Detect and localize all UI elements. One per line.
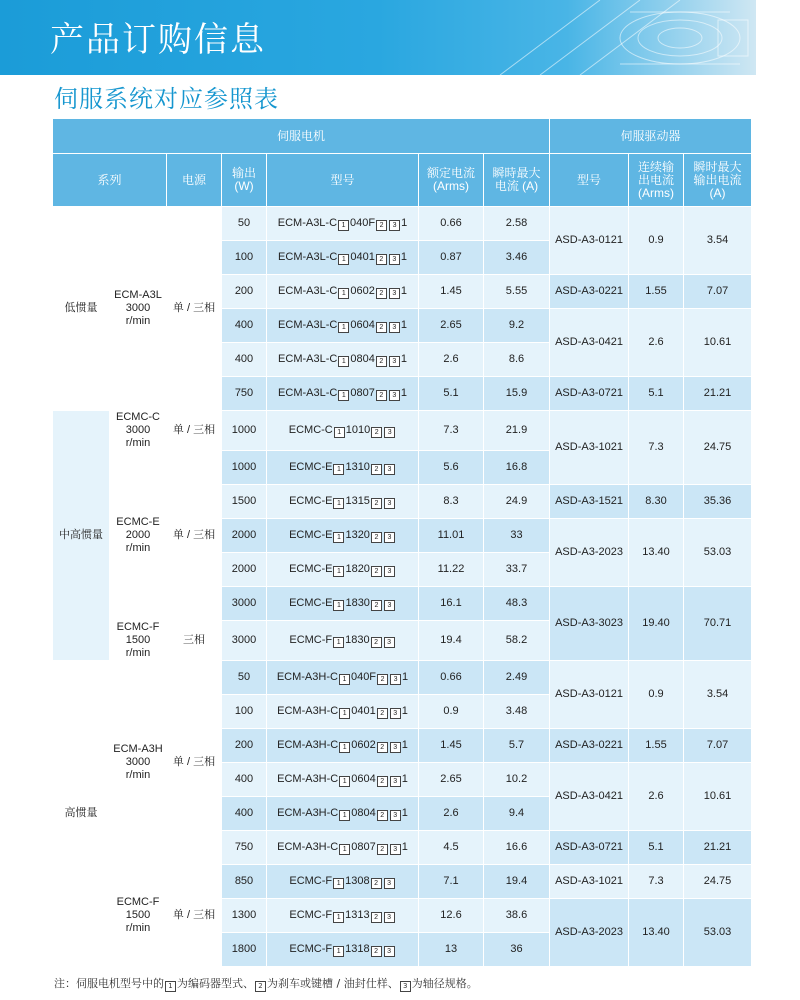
motor-model-cell <box>267 207 419 241</box>
motor-model-cell <box>267 309 419 343</box>
peak-current-cell: 9.2 <box>484 309 550 343</box>
motor-model-cell <box>267 933 419 967</box>
motor-model-prefix: ECMC-E <box>289 596 333 609</box>
motor-model-prefix: ECM-A3L-C <box>277 216 338 229</box>
box-marker-1: 1 <box>338 220 349 231</box>
motor-model-code: 0807 <box>350 386 375 399</box>
motor-model-code: 1315 <box>345 494 370 507</box>
box-marker-1: 1 <box>333 566 344 577</box>
drive-model-cell: ASD-A3-0421 <box>550 763 629 831</box>
output-cell: 3000 <box>222 587 267 621</box>
motor-model-cell <box>267 241 419 275</box>
rated-current-cell: 19.4 <box>419 621 484 661</box>
motor-model-prefix: ECMC-C <box>288 423 333 436</box>
drive-peak-output-cell: 21.21 <box>684 831 752 865</box>
drive-model-cell: ASD-A3-0221 <box>550 729 629 763</box>
drive-peak-output-cell: 24.75 <box>684 411 752 485</box>
rated-current-cell: 2.65 <box>419 763 484 797</box>
motor-model-code: 040F <box>350 216 376 229</box>
box-marker-3: 3 <box>389 390 400 401</box>
motor-model-code: 0604 <box>351 772 376 785</box>
motor-model-cell <box>267 587 419 621</box>
motor-model-code: 0807 <box>351 840 376 853</box>
output-cell: 100 <box>222 241 267 275</box>
peak-current-cell: 2.49 <box>484 661 550 695</box>
box-marker-2: 2 <box>371 878 382 889</box>
peak-current-cell: 9.4 <box>484 797 550 831</box>
drive-model-cell: ASD-A3-0221 <box>550 275 629 309</box>
series-cell: ECMC-F 1500 r/min <box>110 621 167 661</box>
peak-current-cell: 16.8 <box>484 451 550 485</box>
motor-model-prefix: ECM-A3H-C <box>277 772 339 785</box>
peak-current-cell: 48.3 <box>484 587 550 621</box>
box-marker-1: 1 <box>339 674 350 685</box>
box-marker-2: 2 <box>371 637 382 648</box>
motor-model-code: 1313 <box>345 908 370 921</box>
col-drive-model-header: 型号 <box>550 154 629 207</box>
motor-model-prefix: ECM-A3L-C <box>278 250 338 263</box>
motor-model-code: 1820 <box>345 562 370 575</box>
box-marker-2: 2 <box>376 322 387 333</box>
box-marker-3: 3 <box>389 220 400 231</box>
power-cell: 单 / 三相 <box>167 411 222 451</box>
drive-cont-current-cell: 8.30 <box>629 485 684 519</box>
box-marker-3: 3 <box>389 356 400 367</box>
drive-model-cell: ASD-A3-2023 <box>550 899 629 967</box>
peak-current-cell: 3.46 <box>484 241 550 275</box>
motor-model-code: 1320 <box>345 528 370 541</box>
output-cell: 400 <box>222 763 267 797</box>
motor-model-cell <box>267 275 419 309</box>
motor-model-prefix: ECM-A3L-C <box>278 386 338 399</box>
box-marker-1: 1 <box>165 981 176 992</box>
box-marker-2: 2 <box>255 981 266 992</box>
motor-model-cell <box>267 899 419 933</box>
box-marker-1: 1 <box>338 254 349 265</box>
motor-model-cell <box>267 553 419 587</box>
drive-model-cell: ASD-A3-0721 <box>550 377 629 411</box>
motor-model-prefix: ECMC-F <box>289 874 333 887</box>
box-marker-3: 3 <box>400 981 411 992</box>
motor-model-suffix: 1 <box>400 352 407 365</box>
col-motor-model-header: 型号 <box>267 154 419 207</box>
rated-current-cell: 0.9 <box>419 695 484 729</box>
motor-model-code: 0804 <box>350 352 375 365</box>
power-cell: 单 / 三相 <box>167 207 222 411</box>
motor-model-cell <box>267 621 419 661</box>
col-peak-current-header: 瞬時最大 电流 (A) <box>484 154 550 207</box>
motor-model-cell <box>267 451 419 485</box>
motor-model-suffix: 1 <box>402 670 409 683</box>
output-cell: 850 <box>222 865 267 899</box>
box-marker-3: 3 <box>389 254 400 265</box>
motor-model-cell <box>267 831 419 865</box>
output-cell: 200 <box>222 729 267 763</box>
box-marker-1: 1 <box>333 464 344 475</box>
box-marker-1: 1 <box>333 498 344 509</box>
motor-model-prefix: ECMC-F <box>289 942 333 955</box>
drive-peak-output-cell: 70.71 <box>684 587 752 661</box>
drive-cont-current-cell: 0.9 <box>629 661 684 729</box>
motor-model-suffix: 1 <box>401 840 408 853</box>
box-marker-1: 1 <box>339 708 350 719</box>
rated-current-cell: 11.01 <box>419 519 484 553</box>
box-marker-2: 2 <box>371 600 382 611</box>
box-marker-3: 3 <box>390 708 401 719</box>
output-cell: 200 <box>222 275 267 309</box>
box-marker-1: 1 <box>338 288 349 299</box>
motor-model-cell <box>267 865 419 899</box>
series-cell: ECM-A3L 3000 r/min <box>110 207 167 411</box>
footnote: 注：伺服电机型号中的 1 为编码器型式、 2 为刹车或键槽 / 油封仕样、 3 为轴径规格。 <box>54 977 478 990</box>
drive-peak-output-cell: 35.36 <box>684 485 752 519</box>
box-marker-1: 1 <box>339 810 350 821</box>
box-marker-3: 3 <box>384 912 395 923</box>
box-marker-1: 1 <box>333 912 344 923</box>
machine-illustration <box>480 0 756 75</box>
box-marker-2: 2 <box>377 844 388 855</box>
output-cell: 50 <box>222 661 267 695</box>
motor-model-prefix: ECM-A3H-C <box>277 806 339 819</box>
rated-current-cell: 0.66 <box>419 207 484 241</box>
col-series-header: 系列 <box>53 154 167 207</box>
rated-current-cell: 5.6 <box>419 451 484 485</box>
box-marker-2: 2 <box>377 776 388 787</box>
inertia-class-cell: 高惯量 <box>53 661 110 967</box>
rated-current-cell: 7.1 <box>419 865 484 899</box>
box-marker-1: 1 <box>333 637 344 648</box>
rated-current-cell: 16.1 <box>419 587 484 621</box>
peak-current-cell: 2.58 <box>484 207 550 241</box>
box-marker-2: 2 <box>377 708 388 719</box>
peak-current-cell: 58.2 <box>484 621 550 661</box>
box-marker-1: 1 <box>339 844 350 855</box>
output-cell: 2000 <box>222 519 267 553</box>
rated-current-cell: 2.6 <box>419 343 484 377</box>
peak-current-cell: 15.9 <box>484 377 550 411</box>
power-cell: 单 / 三相 <box>167 661 222 865</box>
box-marker-2: 2 <box>377 810 388 821</box>
motor-model-suffix: 1 <box>400 284 407 297</box>
output-cell: 400 <box>222 309 267 343</box>
drive-cont-current-cell: 1.55 <box>629 729 684 763</box>
output-cell: 400 <box>222 343 267 377</box>
motor-model-suffix: 1 <box>400 386 407 399</box>
motor-model-prefix: ECMC-E <box>289 528 333 541</box>
table-row <box>53 865 752 899</box>
rated-current-cell: 0.87 <box>419 241 484 275</box>
series-cell: ECM-A3H 3000 r/min <box>110 661 167 865</box>
box-marker-2: 2 <box>377 742 388 753</box>
box-marker-2: 2 <box>377 674 388 685</box>
motor-model-prefix: ECM-A3H-C <box>276 670 338 683</box>
peak-current-cell: 10.2 <box>484 763 550 797</box>
box-marker-2: 2 <box>371 532 382 543</box>
box-marker-3: 3 <box>384 427 395 438</box>
peak-current-cell: 5.55 <box>484 275 550 309</box>
motor-model-suffix: 1 <box>401 772 408 785</box>
motor-model-cell <box>267 377 419 411</box>
box-marker-3: 3 <box>390 674 401 685</box>
motor-model-code: 0401 <box>350 250 375 263</box>
output-cell: 1500 <box>222 485 267 519</box>
inertia-class-cell: 低惯量 <box>53 207 110 411</box>
box-marker-2: 2 <box>371 427 382 438</box>
motor-model-code: 0804 <box>351 806 376 819</box>
motor-model-cell <box>267 661 419 695</box>
drive-model-cell: ASD-A3-3023 <box>550 587 629 661</box>
output-cell: 50 <box>222 207 267 241</box>
box-marker-2: 2 <box>376 288 387 299</box>
motor-model-suffix: 1 <box>400 250 407 263</box>
output-cell: 2000 <box>222 553 267 587</box>
motor-model-prefix: ECM-A3H-C <box>277 840 339 853</box>
rated-current-cell: 0.66 <box>419 661 484 695</box>
series-cell: ECMC-C 3000 r/min <box>110 411 167 451</box>
drive-peak-output-cell: 3.54 <box>684 661 752 729</box>
motor-model-prefix: ECM-A3L-C <box>278 284 338 297</box>
motor-model-suffix: 1 <box>401 704 408 717</box>
page-title: 产品订购信息 <box>50 20 266 60</box>
box-marker-3: 3 <box>384 498 395 509</box>
motor-model-code: 1010 <box>345 423 371 436</box>
drive-cont-current-cell: 13.40 <box>629 899 684 967</box>
drive-model-cell: ASD-A3-0721 <box>550 831 629 865</box>
output-cell: 1000 <box>222 451 267 485</box>
drive-peak-output-cell: 53.03 <box>684 519 752 587</box>
drive-cont-current-cell: 0.9 <box>629 207 684 275</box>
box-marker-3: 3 <box>384 566 395 577</box>
section-subtitle: 伺服系统对应参照表 <box>54 85 279 113</box>
drive-cont-current-cell: 2.6 <box>629 309 684 377</box>
peak-current-cell: 3.48 <box>484 695 550 729</box>
drive-cont-current-cell: 5.1 <box>629 377 684 411</box>
motor-model-code: 0602 <box>350 284 375 297</box>
motor-model-cell <box>267 729 419 763</box>
motor-model-code: 0401 <box>351 704 376 717</box>
box-marker-3: 3 <box>389 322 400 333</box>
box-marker-3: 3 <box>390 810 401 821</box>
motor-model-code: 1318 <box>345 942 370 955</box>
rated-current-cell: 1.45 <box>419 729 484 763</box>
motor-model-prefix: ECMC-E <box>289 460 333 473</box>
header-banner <box>0 0 756 75</box>
motor-model-suffix: 1 <box>401 806 408 819</box>
output-cell: 400 <box>222 797 267 831</box>
output-cell: 1300 <box>222 899 267 933</box>
drive-cont-current-cell: 7.3 <box>629 865 684 899</box>
peak-current-cell: 33 <box>484 519 550 553</box>
motor-model-cell <box>267 343 419 377</box>
drive-cont-current-cell: 13.40 <box>629 519 684 587</box>
motor-model-cell <box>267 411 419 451</box>
box-marker-1: 1 <box>333 878 344 889</box>
servo-reference-table <box>53 119 752 967</box>
box-marker-2: 2 <box>371 464 382 475</box>
box-marker-2: 2 <box>371 566 382 577</box>
output-cell: 3000 <box>222 621 267 661</box>
rated-current-cell: 2.6 <box>419 797 484 831</box>
motor-model-prefix: ECMC-E <box>289 562 333 575</box>
rated-current-cell: 11.22 <box>419 553 484 587</box>
drive-peak-output-cell: 53.03 <box>684 899 752 967</box>
box-marker-2: 2 <box>371 498 382 509</box>
box-marker-2: 2 <box>376 356 387 367</box>
rated-current-cell: 5.1 <box>419 377 484 411</box>
output-cell: 1800 <box>222 933 267 967</box>
box-marker-3: 3 <box>384 637 395 648</box>
col-cont-current-header: 连续输 出电流 (Arms) <box>629 154 684 207</box>
power-cell: 单 / 三相 <box>167 865 222 967</box>
box-marker-1: 1 <box>333 600 344 611</box>
rated-current-cell: 7.3 <box>419 411 484 451</box>
power-cell: 单 / 三相 <box>167 451 222 621</box>
box-marker-3: 3 <box>384 464 395 475</box>
box-marker-2: 2 <box>376 390 387 401</box>
drive-model-cell: ASD-A3-1521 <box>550 485 629 519</box>
box-marker-1: 1 <box>338 356 349 367</box>
drive-peak-output-cell: 3.54 <box>684 207 752 275</box>
table-row <box>53 207 752 241</box>
box-marker-1: 1 <box>338 390 349 401</box>
rated-current-cell: 1.45 <box>419 275 484 309</box>
box-marker-1: 1 <box>333 946 344 957</box>
motor-model-code: 1308 <box>345 874 370 887</box>
box-marker-1: 1 <box>339 776 350 787</box>
box-marker-3: 3 <box>390 776 401 787</box>
box-marker-2: 2 <box>371 946 382 957</box>
box-marker-3: 3 <box>384 600 395 611</box>
drive-peak-output-cell: 24.75 <box>684 865 752 899</box>
motor-model-prefix: ECM-A3L-C <box>278 318 338 331</box>
peak-current-cell: 33.7 <box>484 553 550 587</box>
output-cell: 750 <box>222 831 267 865</box>
motor-model-suffix: 1 <box>401 216 408 229</box>
peak-current-cell: 38.6 <box>484 899 550 933</box>
col-power-header: 电源 <box>167 154 222 207</box>
rated-current-cell: 8.3 <box>419 485 484 519</box>
box-marker-3: 3 <box>390 844 401 855</box>
drive-model-cell: ASD-A3-0421 <box>550 309 629 377</box>
drive-model-cell: ASD-A3-2023 <box>550 519 629 587</box>
motor-model-prefix: ECM-A3L-C <box>278 352 338 365</box>
rated-current-cell: 2.65 <box>419 309 484 343</box>
drive-cont-current-cell: 7.3 <box>629 411 684 485</box>
motor-model-cell <box>267 763 419 797</box>
box-marker-1: 1 <box>333 532 344 543</box>
motor-model-code: 040F <box>350 670 377 683</box>
col-peak-output-header: 瞬时最大 输出电流 (A) <box>684 154 752 207</box>
motor-model-prefix: ECMC-F <box>289 908 333 921</box>
drive-group-header: 伺服驱动器 <box>550 119 752 154</box>
motor-model-code: 1830 <box>345 596 370 609</box>
motor-model-code: 0602 <box>351 738 376 751</box>
drive-peak-output-cell: 21.21 <box>684 377 752 411</box>
rated-current-cell: 13 <box>419 933 484 967</box>
col-output-header: 输出 (W) <box>222 154 267 207</box>
series-cell: ECMC-E 2000 r/min <box>110 451 167 621</box>
motor-model-suffix: 1 <box>401 738 408 751</box>
box-marker-1: 1 <box>338 322 349 333</box>
peak-current-cell: 21.9 <box>484 411 550 451</box>
drive-cont-current-cell: 2.6 <box>629 763 684 831</box>
drive-model-cell: ASD-A3-1021 <box>550 411 629 485</box>
motor-model-prefix: ECMC-E <box>289 494 333 507</box>
table-row <box>53 661 752 695</box>
table-row <box>53 411 752 451</box>
motor-model-prefix: ECM-A3H-C <box>277 738 339 751</box>
motor-group-header: 伺服电机 <box>53 119 550 154</box>
peak-current-cell: 5.7 <box>484 729 550 763</box>
motor-model-suffix: 1 <box>400 318 407 331</box>
output-cell: 1000 <box>222 411 267 451</box>
drive-cont-current-cell: 1.55 <box>629 275 684 309</box>
box-marker-2: 2 <box>376 254 387 265</box>
motor-model-code: 1830 <box>345 633 370 646</box>
box-marker-1: 1 <box>334 427 345 438</box>
box-marker-3: 3 <box>390 742 401 753</box>
drive-peak-output-cell: 10.61 <box>684 763 752 831</box>
peak-current-cell: 36 <box>484 933 550 967</box>
drive-peak-output-cell: 10.61 <box>684 309 752 377</box>
drive-cont-current-cell: 5.1 <box>629 831 684 865</box>
motor-model-prefix: ECM-A3H-C <box>277 704 339 717</box>
box-marker-3: 3 <box>389 288 400 299</box>
peak-current-cell: 24.9 <box>484 485 550 519</box>
drive-model-cell: ASD-A3-1021 <box>550 865 629 899</box>
output-cell: 100 <box>222 695 267 729</box>
drive-peak-output-cell: 7.07 <box>684 729 752 763</box>
box-marker-3: 3 <box>384 946 395 957</box>
box-marker-2: 2 <box>376 220 387 231</box>
drive-cont-current-cell: 19.40 <box>629 587 684 661</box>
motor-model-cell <box>267 695 419 729</box>
col-rated-current-header: 额定电流 (Arms) <box>419 154 484 207</box>
rated-current-cell: 4.5 <box>419 831 484 865</box>
output-cell: 750 <box>222 377 267 411</box>
inertia-class-cell: 中高惯量 <box>53 411 110 661</box>
motor-model-code: 1310 <box>345 460 370 473</box>
box-marker-3: 3 <box>384 878 395 889</box>
series-cell: ECMC-F 1500 r/min <box>110 865 167 967</box>
drive-model-cell: ASD-A3-0121 <box>550 207 629 275</box>
motor-model-cell <box>267 485 419 519</box>
motor-model-cell <box>267 797 419 831</box>
box-marker-1: 1 <box>339 742 350 753</box>
peak-current-cell: 8.6 <box>484 343 550 377</box>
motor-model-code: 0604 <box>350 318 375 331</box>
motor-model-prefix: ECMC-F <box>289 633 333 646</box>
drive-model-cell: ASD-A3-0121 <box>550 661 629 729</box>
drive-peak-output-cell: 7.07 <box>684 275 752 309</box>
peak-current-cell: 19.4 <box>484 865 550 899</box>
peak-current-cell: 16.6 <box>484 831 550 865</box>
power-cell: 三相 <box>167 621 222 661</box>
box-marker-2: 2 <box>371 912 382 923</box>
motor-model-cell <box>267 519 419 553</box>
rated-current-cell: 12.6 <box>419 899 484 933</box>
box-marker-3: 3 <box>384 532 395 543</box>
